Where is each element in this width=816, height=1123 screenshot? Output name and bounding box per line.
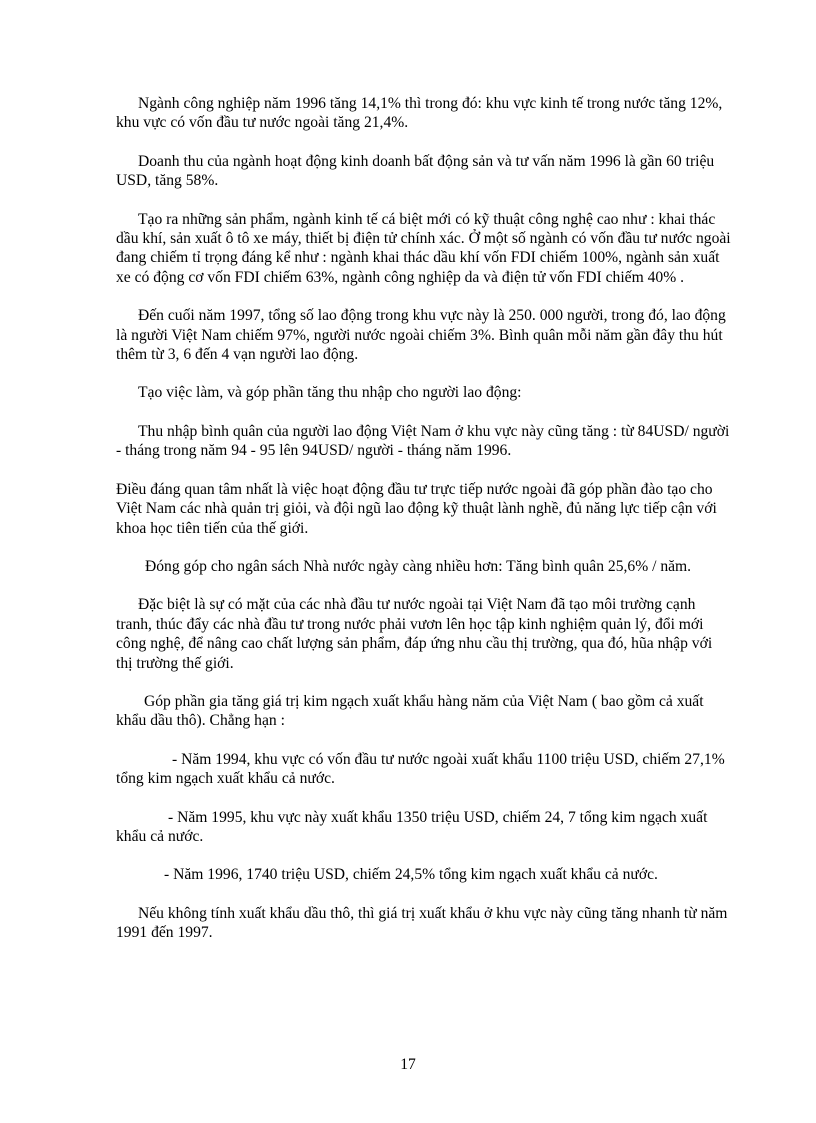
paragraph-real-estate-revenue: Doanh thu của ngành hoạt động kinh doanh bất động sản và tư vấn năm 1996 là gần 60 triệu USD, tăng 58%. <box>116 152 715 190</box>
paragraph-job-creation: Tạo việc làm, và góp phần tăng thu nhập cho người lao động: <box>138 384 522 402</box>
page-number: 17 <box>400 1056 416 1073</box>
paragraph-labor-force: Đến cuối năm 1997, tổng số lao động trong khu vực này là 250. 000 người, trong đó, lao động là người Việt Nam chiếm 97%, người nước ngoài chiếm 3%. Bình quân mỗi năm gần đây thu hút thêm từ 3, 6 đến 4 vạn người lao động. <box>116 307 726 364</box>
paragraph-export-turnover: Góp phần gia tăng giá trị kim ngạch xuất khẩu hàng năm của Việt Nam ( bao gồm cả xuất khẩu dầu thô). Chẳng hạn : <box>116 692 704 730</box>
paragraph-export-1995: - Năm 1995, khu vực này xuất khẩu 1350 triệu USD, chiếm 24, 7 tổng kim ngạch xuất khẩu cả nước. <box>116 808 708 845</box>
paragraph-industry-growth: Ngành công nghiệp năm 1996 tăng 14,1% thì trong đó: khu vực kinh tế trong nước tăng 12%, khu vực có vốn đầu tư nước ngoài tăng 21,4%. <box>116 95 723 132</box>
paragraph-non-oil-exports: Nếu không tính xuất khẩu dầu thô, thì giá trị xuất khẩu ở khu vực này cũng tăng nhanh từ năm 1991 đến 1997. <box>116 904 728 942</box>
paragraph-high-tech-products: Tạo ra những sản phẩm, ngành kinh tế cá biệt mới có kỹ thuật công nghệ cao như : khai thác dầu khí, sản xuất ô tô xe máy, thiết bị điện tử chính xác. Ở một số ngành có vốn đầu tư nước ngoài đang chiếm tỉ trọng đáng kể như : ngành khai thác dầu khí vốn FDI chiếm 100%, ngành sản xuất xe có động cơ vốn FDI chiếm 63%, ngành công nghiệp da và điện tử vốn FDI chiếm 40% . <box>116 210 731 286</box>
paragraph-training-managers: Điều đáng quan tâm nhất là việc hoạt động đầu tư trực tiếp nước ngoài đã góp phần đào tạo cho Việt Nam các nhà quản trị giỏi, và đội ngũ lao động kỹ thuật lành nghề, đủ năng lực tiếp cận với khoa học tiên tiến của thế giới. <box>116 480 717 537</box>
paragraph-competition: Đặc biệt là sự có mặt của các nhà đầu tư nước ngoài tại Việt Nam đã tạo môi trường cạnh tranh, thúc đẩy các nhà đầu tư trong nước phải vươn lên học tập kinh nghiệm quản lý, đổi mới công nghệ, để nâng cao chất lượng sản phẩm, đáp ứng nhu cầu thị trường, qua đó, hũa nhập với thị trường thế giới. <box>116 596 713 672</box>
paragraph-state-budget: Đóng góp cho ngân sách Nhà nước ngày càng nhiều hơn: Tăng bình quân 25,6% / năm. <box>145 557 692 575</box>
document-body <box>116 94 732 962</box>
paragraph-average-income: Thu nhập bình quân của người lao động Việt Nam ở khu vực này cũng tăng : từ 84USD/ người - tháng trong năm 94 - 95 lên 94USD/ người - tháng năm 1996. <box>116 422 730 460</box>
paragraph-export-1996: - Năm 1996, 1740 triệu USD, chiếm 24,5% tổng kim ngạch xuất khẩu cả nước. <box>164 866 658 884</box>
paragraph-export-1994: - Năm 1994, khu vực có vốn đầu tư nước ngoài xuất khẩu 1100 triệu USD, chiếm 27,1% tổng kim ngạch xuất khẩu cả nước. <box>116 750 725 788</box>
